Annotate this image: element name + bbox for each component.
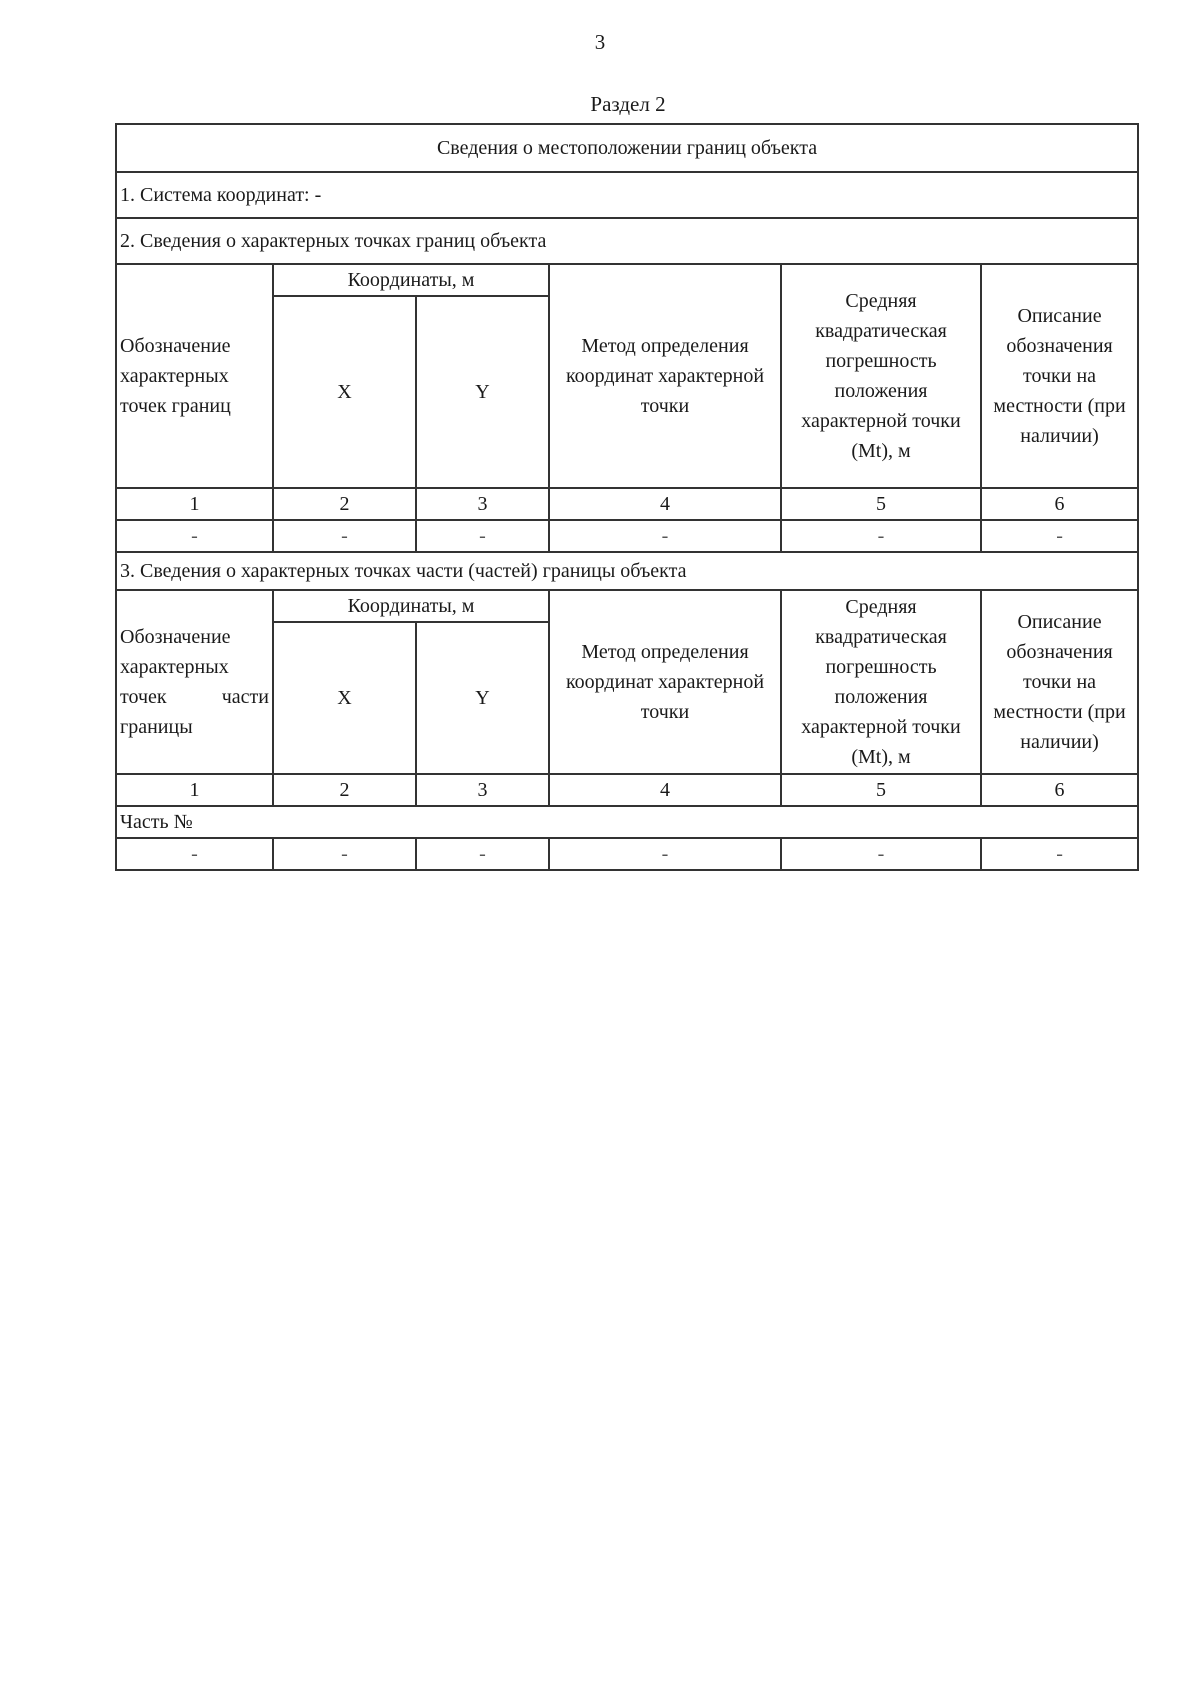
section2-header-method: Метод определения координат характерной точки — [549, 264, 781, 488]
section3-column-number: 6 — [981, 774, 1138, 806]
section3-header-x: X — [273, 622, 416, 774]
page-number: 3 — [594, 30, 606, 54]
section2-header-description: Описание обозначения точки на местности (при наличии) — [981, 264, 1138, 488]
section3-header-method: Метод определения координат характерной точки — [549, 590, 781, 774]
table-cell: - — [781, 520, 981, 552]
coordinate-system: 1. Система координат: - — [116, 172, 1138, 218]
table-cell: - — [273, 838, 416, 870]
table-cell: - — [549, 520, 781, 552]
table-title: Сведения о местоположении границ объекта — [116, 124, 1138, 172]
part-label: Часть № — [116, 806, 1138, 838]
table-cell: - — [273, 520, 416, 552]
section2-title: 2. Сведения о характерных точках границ объекта — [116, 218, 1138, 264]
table-cell: - — [116, 520, 273, 552]
table-cell: - — [981, 520, 1138, 552]
section3-title: 3. Сведения о характерных точках части (частей) границы объекта — [116, 552, 1138, 590]
section3-column-number: 1 — [116, 774, 273, 806]
section3-column-number: 2 — [273, 774, 416, 806]
section3-column-number: 4 — [549, 774, 781, 806]
section2-column-number: 1 — [116, 488, 273, 520]
table-row — [116, 838, 1138, 870]
section3-column-number: 3 — [416, 774, 549, 806]
section3-header-y: Y — [416, 622, 549, 774]
section2-header-error: Средняя квадратическая погрешность положения характерной точки (Mt), м — [781, 264, 981, 488]
section3-header-error: Средняя квадратическая погрешность положения характерной точки (Mt), м — [781, 590, 981, 774]
section2-header-y: Y — [416, 296, 549, 488]
section3-header-description: Описание обозначения точки на местности (при наличии) — [981, 590, 1138, 774]
table-cell: - — [416, 838, 549, 870]
section2-column-number: 5 — [781, 488, 981, 520]
section2-header-coordinates: Координаты, м — [273, 264, 549, 296]
section2-column-number: 3 — [416, 488, 549, 520]
table-cell: - — [549, 838, 781, 870]
table-row — [116, 520, 1138, 552]
section2-header-x: X — [273, 296, 416, 488]
section-label: Раздел 2 — [590, 92, 666, 116]
section2-header-designation: Обозначение характерных точек границ — [116, 264, 273, 488]
section2-column-number: 6 — [981, 488, 1138, 520]
section2-column-number: 2 — [273, 488, 416, 520]
table-cell: - — [416, 520, 549, 552]
boundary-table — [115, 123, 1139, 871]
section2-column-number: 4 — [549, 488, 781, 520]
table-cell: - — [981, 838, 1138, 870]
section3-header-designation: Обозначение характерных точек части границы — [116, 590, 273, 774]
table-cell: - — [116, 838, 273, 870]
section3-column-number: 5 — [781, 774, 981, 806]
section3-header-coordinates: Координаты, м — [273, 590, 549, 622]
table-cell: - — [781, 838, 981, 870]
